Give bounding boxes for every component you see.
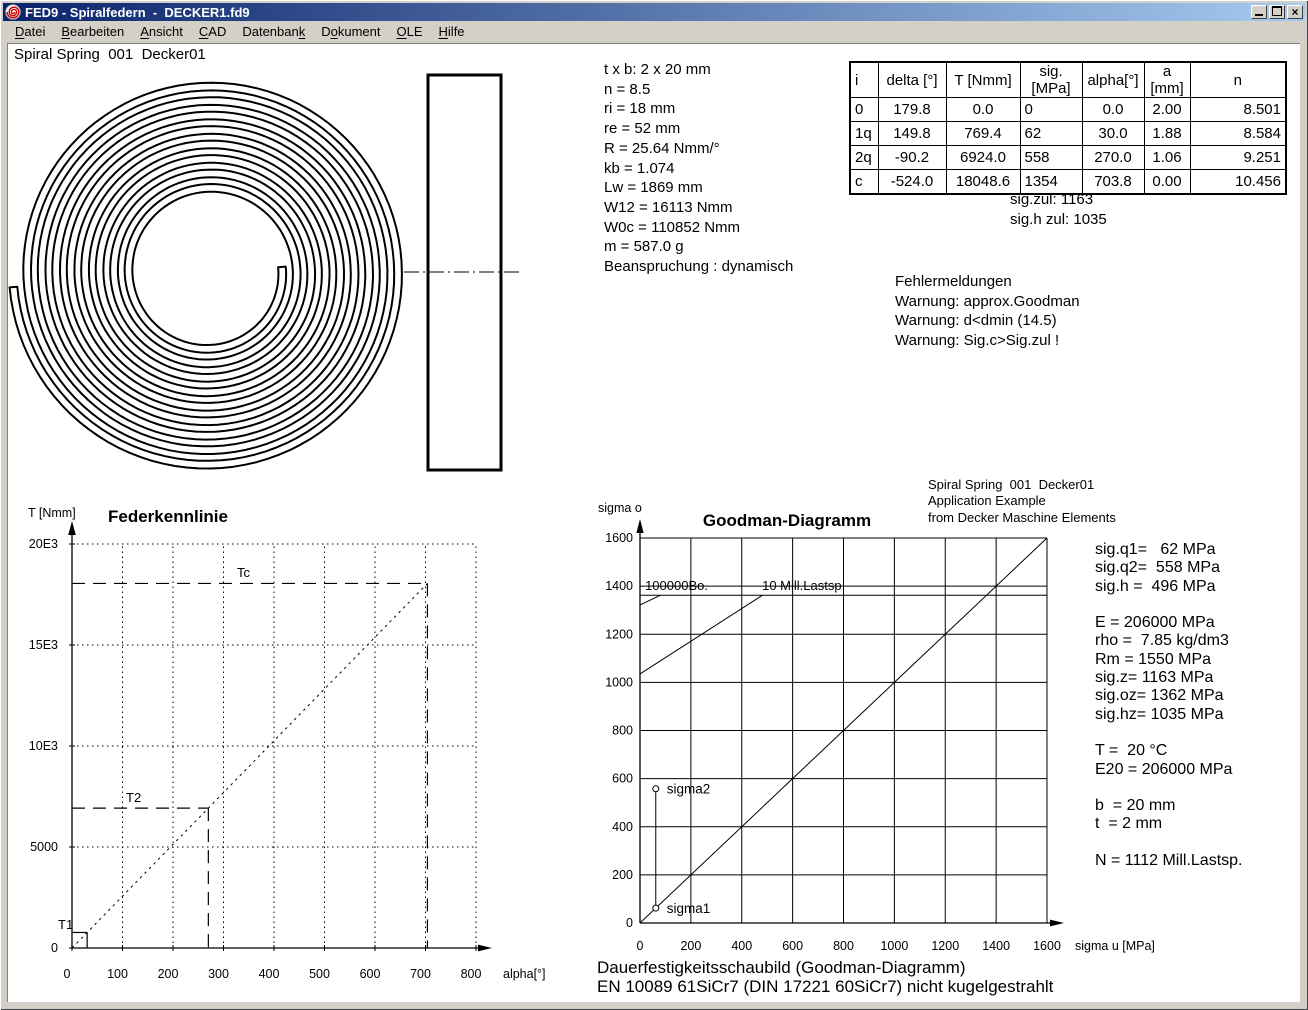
menu-item-datenbank[interactable]: Datenbank [242, 24, 306, 39]
table-cell: 0 [1020, 98, 1082, 122]
goodman-header-line: Application Example [928, 493, 1046, 509]
x-axis-arrow [478, 945, 492, 952]
result-value-line: E20 = 206000 MPa [1095, 760, 1233, 778]
table-cell: 1354 [1020, 170, 1082, 195]
app-spiral-icon [5, 4, 21, 20]
table-cell: 1q [850, 122, 878, 146]
parameter-line: W12 = 16113 Nmm [604, 198, 733, 216]
sig-zul-value: sig.zul: 1163 [1010, 191, 1094, 208]
table-row [850, 146, 1286, 170]
y-axis-arrow [636, 519, 643, 533]
y-tick-label: 1200 [605, 627, 633, 642]
y-tick-label: 0 [626, 916, 633, 930]
x-tick-label: 1200 [931, 939, 960, 953]
window-controls [1249, 5, 1303, 19]
table-cell: 10.456 [1190, 170, 1286, 195]
table-cell: -524.0 [878, 170, 946, 195]
window-title: FED9 - Spiralfedern - DECKER1.fd9 [25, 4, 250, 20]
column-header: sig.[MPa] [1020, 62, 1082, 98]
y-tick-label: 600 [612, 771, 633, 786]
table-cell: 18048.6 [946, 170, 1020, 195]
result-value-line: sig.h = 496 MPa [1095, 577, 1216, 595]
cycle-label-1: 10 Mill.Lastsp. [762, 578, 846, 594]
footer-line: Dauerfestigkeitsschaubild (Goodman-Diagramm) [597, 958, 966, 977]
result-value-line: T = 20 °C [1095, 742, 1168, 760]
chart-title: Goodman-Diagramm [702, 511, 872, 530]
table-cell: 62 [1020, 122, 1082, 146]
parameter-line: n = 8.5 [604, 80, 651, 98]
table-cell: 179.8 [878, 98, 946, 122]
parameter-line: W0c = 110852 Nmm [604, 218, 741, 236]
result-value-line: sig.oz= 1362 MPa [1095, 687, 1224, 705]
x-tick-label: 0 [63, 967, 71, 981]
chart-title: Federkennlinie [108, 507, 228, 526]
parameter-line: R = 25.64 Nmm/° [604, 139, 720, 157]
close-icon: × [1291, 5, 1299, 19]
maximize-button[interactable] [1269, 5, 1285, 19]
result-value-line: rho = 7.85 kg/dm3 [1095, 632, 1229, 650]
federkennlinie-chart [0, 495, 560, 1010]
warning-line: Warnung: Sig.c>Sig.zul ! [895, 331, 1060, 349]
table-cell: 769.4 [946, 122, 1020, 146]
y-axis-label: sigma o [598, 501, 642, 515]
x-tick-label: 400 [258, 967, 280, 981]
column-header: delta [°] [878, 62, 946, 98]
x-tick-label: 600 [782, 939, 804, 953]
table-cell: 270.0 [1082, 146, 1144, 170]
table-cell: 703.8 [1082, 170, 1144, 195]
spring-drawing [0, 60, 545, 485]
parameter-line: m = 587.0 g [604, 238, 684, 256]
warning-line: Warnung: approx.Goodman [895, 292, 1080, 310]
goodman-header [928, 477, 1116, 526]
result-value-line [1095, 834, 1242, 852]
result-value-line: sig.q2= 558 MPa [1095, 559, 1220, 577]
table-cell: 6924.0 [946, 146, 1020, 170]
title-bar [3, 3, 1305, 21]
x-tick-label: 600 [359, 967, 381, 981]
table-cell: 0.0 [946, 98, 1020, 122]
warning-line: Warnung: d<dmin (14.5) [895, 312, 1057, 329]
table-row [850, 98, 1286, 122]
result-value-line: sig.q1= 62 MPa [1095, 541, 1216, 558]
column-header: a [mm] [1144, 62, 1190, 98]
table-cell: 2q [850, 146, 878, 170]
table-cell: 9.251 [1190, 146, 1286, 170]
table-cell: 30.0 [1082, 122, 1144, 146]
menu-item-bearbeiten[interactable]: Bearbeiten [61, 24, 125, 39]
drawing-title: Spiral Spring 001 Decker01 [14, 46, 206, 63]
x-tick-label: 800 [833, 939, 854, 953]
close-button[interactable] [1287, 5, 1303, 19]
footer-line: EN 10089 61SiCr7 (DIN 17221 60SiCr7) nicht kugelgestrahlt [597, 976, 1054, 996]
minimize-icon [1255, 14, 1263, 16]
column-header: T [Nmm] [946, 62, 1020, 98]
parameter-line: t x b: 2 x 20 mm [604, 61, 711, 78]
parameter-line: kb = 1.074 [604, 159, 675, 177]
column-header: alpha[°] [1082, 62, 1144, 98]
goodman-header-line: from Decker Maschine Elements [928, 509, 1116, 525]
x-tick-label: 700 [410, 967, 431, 981]
cycle-label-0: 100000Bo. [645, 578, 708, 594]
y-tick-label: 10E3 [28, 739, 58, 753]
results-table [849, 61, 1287, 195]
menu-item-dokument[interactable]: Dokument [321, 24, 381, 39]
result-value-line: t = 2 mm [1095, 815, 1163, 833]
stress-results-panel [1095, 541, 1242, 870]
x-tick-label: 200 [157, 967, 179, 981]
marker-sigma2 [653, 786, 659, 792]
result-value-line [1095, 724, 1242, 742]
result-value-line: N = 1112 Mill.Lastsp. [1095, 852, 1243, 870]
x-axis-arrow [1050, 920, 1064, 927]
parameter-line: Lw = 1869 mm [604, 179, 703, 197]
x-tick-label: 500 [309, 967, 330, 981]
table-cell: 0 [850, 98, 878, 122]
annotation-Tc: Tc [237, 565, 250, 580]
result-value-line: sig.z= 1163 MPa [1095, 669, 1214, 687]
column-header: i [850, 62, 878, 98]
x-tick-label: 1000 [880, 939, 909, 953]
table-row [850, 122, 1286, 146]
column-header: n [1190, 62, 1286, 98]
spiral-strip-outline [10, 83, 402, 469]
y-tick-label: 5000 [30, 840, 58, 854]
table-cell: 8.584 [1190, 122, 1286, 146]
table-cell: 149.8 [878, 122, 946, 146]
parameter-line: Beanspruchung : dynamisch [604, 258, 794, 276]
result-value-line [1095, 779, 1242, 797]
x-tick-label: 1400 [982, 939, 1011, 953]
x-tick-label: 1600 [1033, 939, 1061, 953]
parameter-line: re = 52 mm [604, 120, 681, 138]
menu-bar [3, 21, 1305, 42]
x-tick-label: 400 [731, 939, 753, 953]
y-axis-label: T [Nmm] [28, 506, 76, 520]
x-axis-label: sigma u [MPa] [1075, 939, 1155, 953]
table-cell: 1.88 [1144, 122, 1190, 146]
y-tick-label: 1400 [605, 579, 633, 594]
menu-item-hilfe[interactable]: Hilfe [438, 24, 465, 39]
spring-parameters [604, 60, 793, 277]
x-tick-label: 200 [680, 939, 702, 953]
minimize-button[interactable] [1251, 5, 1267, 19]
y-tick-label: 15E3 [28, 638, 58, 652]
result-value-line: E = 206000 MPa [1095, 614, 1215, 632]
result-value-line: Rm = 1550 MPa [1095, 650, 1212, 668]
y-tick-label: 0 [51, 941, 58, 955]
table-cell: 8.501 [1190, 98, 1286, 122]
error-messages [895, 272, 1080, 350]
menu-item-ansicht[interactable]: Ansicht [140, 24, 183, 39]
annotation-T1: T1 [58, 917, 74, 932]
x-tick-label: 800 [460, 967, 482, 981]
result-value-line [1095, 596, 1242, 614]
maximize-icon [1272, 6, 1282, 16]
result-value-line: sig.hz= 1035 MPa [1095, 705, 1224, 723]
table-cell: 2.00 [1144, 98, 1190, 122]
y-tick-label: 20E3 [28, 537, 58, 551]
y-axis-arrow [68, 521, 76, 535]
parameter-line: ri = 18 mm [604, 100, 676, 118]
menu-item-cad[interactable]: CAD [198, 24, 227, 39]
x-tick-label: 100 [107, 967, 128, 981]
menu-item-datei[interactable]: Datei [15, 24, 46, 39]
table-header-row [850, 62, 1286, 98]
table-cell: 558 [1020, 146, 1082, 170]
y-tick-label: 200 [612, 867, 633, 882]
goodman-header-line: Spiral Spring 001 Decker01 [928, 477, 1095, 492]
marker-label-sigma1: sigma1 [666, 901, 711, 917]
table-cell: 1.06 [1144, 146, 1190, 170]
annotation-T2: T2 [126, 790, 142, 805]
result-value-line: b = 20 mm [1095, 797, 1176, 815]
y-tick-label: 1600 [605, 531, 633, 545]
table-cell: 0.0 [1082, 98, 1144, 122]
y-tick-label: 800 [612, 723, 633, 738]
messages-title: Fehlermeldungen [895, 273, 1012, 290]
marker-sigma1 [653, 905, 659, 911]
x-tick-label: 0 [636, 939, 644, 953]
series-spring-characteristic [72, 583, 427, 948]
table-cell: c [850, 170, 878, 195]
x-axis-label: alpha[°] [503, 967, 546, 981]
y-tick-label: 400 [612, 819, 633, 834]
menu-item-ole[interactable]: OLE [396, 24, 423, 39]
sig-h-zul-value: sig.h zul: 1035 [1010, 211, 1107, 228]
marker-label-sigma2: sigma2 [666, 781, 711, 797]
x-tick-label: 300 [208, 967, 229, 981]
material-footer [597, 959, 1053, 996]
table-cell: 0.00 [1144, 170, 1190, 195]
y-tick-label: 1000 [605, 675, 633, 690]
line-fatigue-line-100000 [640, 595, 660, 605]
table-cell: -90.2 [878, 146, 946, 170]
